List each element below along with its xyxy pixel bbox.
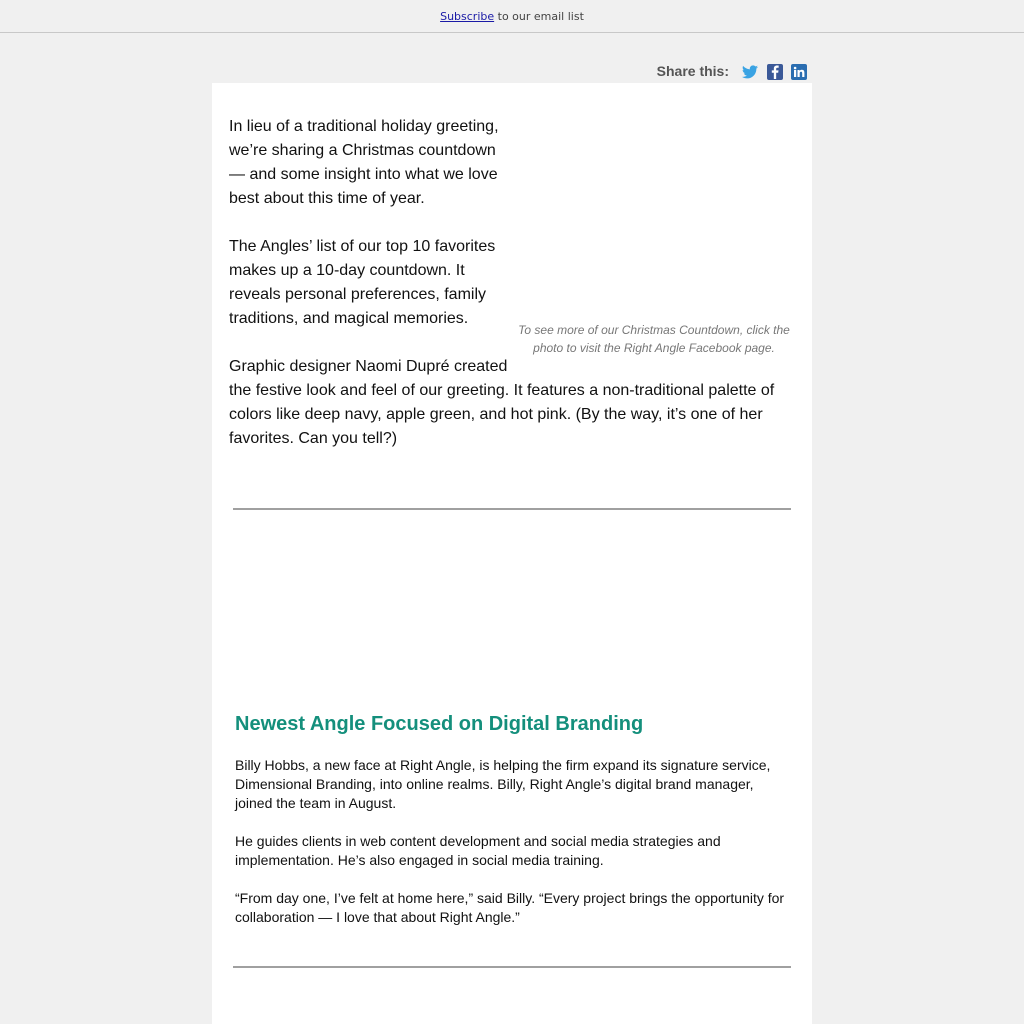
article-paragraph: Billy Hobbs, a new face at Right Angle, is helping the firm expand its signature service, Dimensional Branding, into online realms. Billy, Right Angle’s digital brand manager, joined the team in August. [235,757,771,811]
section-divider [233,966,791,968]
linkedin-icon[interactable] [791,64,807,80]
facebook-icon[interactable] [767,64,783,80]
article-paragraph: “From day one, I’ve felt at home here,” said Billy. “Every project brings the opportunity for collaboration — I love that about Right Angle.” [235,890,785,925]
newsletter-card [212,83,812,1024]
intro-paragraph: The Angles’ list of our top 10 favorites makes up a 10-day countdown. It reveals personal preferences, family traditions, and magical memories. [229,238,496,327]
intro-paragraph: In lieu of a traditional holiday greeting, we’re sharing a Christmas countdown — and some insight into what we love best about this time of year. [229,118,499,207]
intro-paragraph: Graphic designer Naomi Dupré created the festive look and feel of our greeting. It features a non-traditional palette of colors like deep navy, apple green, and hot pink. (By the way, it’s one of her favorites. Can you tell?) [229,358,775,447]
article-paragraph: He guides clients in web content development and social media strategies and implementation. He’s also engaged in social media training. [235,833,721,868]
share-label: Share this: [656,63,729,79]
countdown-photo-area[interactable] [509,115,789,365]
subscribe-link[interactable]: Subscribe [440,10,495,23]
subscribe-suffix: to our email list [494,10,584,23]
share-bar [0,62,812,82]
article-body [235,756,790,946]
photo-caption: To see more of our Christmas Countdown, click the photo to visit the Right Angle Facebook page. [518,323,790,355]
article-headline: Newest Angle Focused on Digital Branding [235,713,644,735]
section-divider [233,508,791,510]
intro-section [229,115,789,475]
twitter-icon[interactable] [742,64,758,80]
subscribe-bar [0,0,1024,33]
